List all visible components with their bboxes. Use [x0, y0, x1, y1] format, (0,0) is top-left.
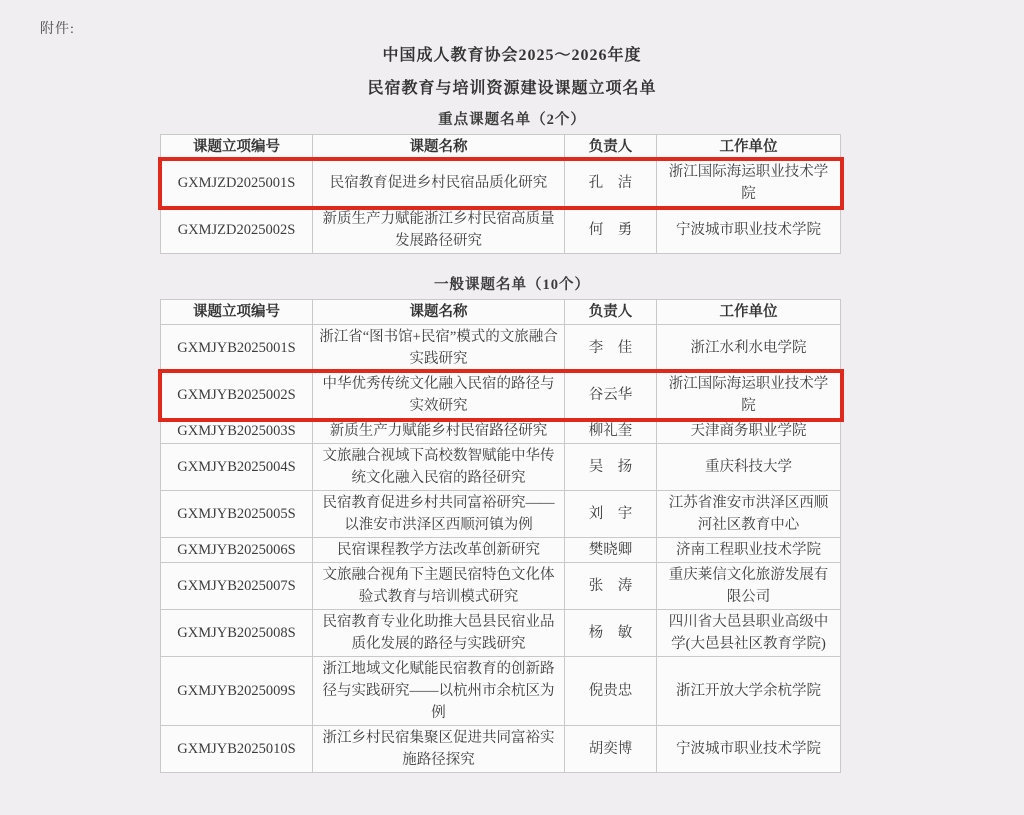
cell-project-code: GXMJYB2025007S: [161, 563, 313, 610]
cell-leader-name: 倪贵忠: [565, 657, 657, 726]
cell-work-unit: 浙江水利水电学院: [657, 325, 841, 372]
general-table-header-row: [161, 300, 841, 325]
cell-leader-name: 谷云华: [565, 372, 657, 419]
cell-work-unit: 浙江国际海运职业技术学院: [657, 372, 841, 419]
cell-project-code: GXMJYB2025003S: [161, 419, 313, 444]
doc-title-line1: 中国成人教育协会2025～2026年度: [382, 47, 642, 64]
table-row: [161, 657, 841, 726]
cell-project-code: GXMJYB2025008S: [161, 610, 313, 657]
general-projects-table: [160, 299, 841, 773]
cell-project-code: GXMJYB2025004S: [161, 444, 313, 491]
cell-project-code: GXMJZD2025001S: [161, 160, 313, 207]
cell-work-unit: 天津商务职业学院: [657, 419, 841, 444]
cell-leader-name: 孔 洁: [565, 160, 657, 207]
cell-leader-name: 刘 宇: [565, 491, 657, 538]
cell-project-code: GXMJYB2025009S: [161, 657, 313, 726]
cell-project-title: 民宿课程教学方法改革创新研究: [313, 538, 565, 563]
column-header-leader: 负责人: [565, 135, 657, 160]
cell-leader-name: 杨 敏: [565, 610, 657, 657]
column-header-project-code: 课题立项编号: [161, 300, 313, 325]
cell-project-title: 民宿教育促进乡村共同富裕研究——以淮安市洪泽区西顺河镇为例: [313, 491, 565, 538]
column-header-work-unit: 工作单位: [657, 135, 841, 160]
table-row: [161, 726, 841, 773]
attachment-label: 附件:: [40, 22, 75, 37]
doc-title-line2: 民宿教育与培训资源建设课题立项名单: [367, 80, 657, 97]
cell-work-unit: 重庆科技大学: [657, 444, 841, 491]
cell-work-unit: 重庆莱信文化旅游发展有限公司: [657, 563, 841, 610]
cell-project-title: 文旅融合视域下高校数智赋能中华传统文化融入民宿的路径研究: [313, 444, 565, 491]
table-row: [161, 325, 841, 372]
table-row: [161, 538, 841, 563]
cell-project-code: GXMJYB2025006S: [161, 538, 313, 563]
cell-work-unit: 浙江开放大学余杭学院: [657, 657, 841, 726]
cell-project-title: 中华优秀传统文化融入民宿的路径与实效研究: [313, 372, 565, 419]
cell-leader-name: 柳礼奎: [565, 419, 657, 444]
cell-work-unit: 济南工程职业技术学院: [657, 538, 841, 563]
cell-work-unit: 宁波城市职业技术学院: [657, 207, 841, 254]
column-header-work-unit: 工作单位: [657, 300, 841, 325]
cell-work-unit: 浙江国际海运职业技术学院: [657, 160, 841, 207]
cell-project-title: 浙江省“图书馆+民宿”模式的文旅融合实践研究: [313, 325, 565, 372]
column-header-project-title: 课题名称: [313, 135, 565, 160]
cell-project-title: 新质生产力赋能浙江乡村民宿高质量发展路径研究: [313, 207, 565, 254]
general-section-title: 一般课题名单（10个）: [434, 277, 590, 293]
cell-project-title: 民宿教育专业化助推大邑县民宿业品质化发展的路径与实践研究: [313, 610, 565, 657]
table-row: [161, 419, 841, 444]
key-section-title: 重点课题名单（2个）: [438, 112, 586, 128]
table-row: [161, 563, 841, 610]
table-row: [161, 610, 841, 657]
cell-project-code: GXMJYB2025010S: [161, 726, 313, 773]
key-projects-table: [160, 134, 841, 254]
cell-project-title: 新质生产力赋能乡村民宿路径研究: [313, 419, 565, 444]
column-header-project-code: 课题立项编号: [161, 135, 313, 160]
cell-project-code: GXMJYB2025001S: [161, 325, 313, 372]
cell-project-code: GXMJZD2025002S: [161, 207, 313, 254]
cell-leader-name: 张 涛: [565, 563, 657, 610]
cell-work-unit: 宁波城市职业技术学院: [657, 726, 841, 773]
cell-project-code: GXMJYB2025002S: [161, 372, 313, 419]
cell-leader-name: 李 佳: [565, 325, 657, 372]
cell-leader-name: 吴 扬: [565, 444, 657, 491]
cell-work-unit: 江苏省淮安市洪泽区西顺河社区教育中心: [657, 491, 841, 538]
key-table-header-row: [161, 135, 841, 160]
table-row-highlighted: [161, 372, 841, 419]
table-row: [161, 491, 841, 538]
column-header-leader: 负责人: [565, 300, 657, 325]
cell-project-title: 文旅融合视角下主题民宿特色文化体验式教育与培训模式研究: [313, 563, 565, 610]
table-row: [161, 207, 841, 254]
table-row-highlighted: [161, 160, 841, 207]
cell-leader-name: 何 勇: [565, 207, 657, 254]
cell-leader-name: 胡奕博: [565, 726, 657, 773]
cell-project-title: 浙江地域文化赋能民宿教育的创新路径与实践研究——以杭州市余杭区为例: [313, 657, 565, 726]
cell-project-code: GXMJYB2025005S: [161, 491, 313, 538]
cell-project-title: 民宿教育促进乡村民宿品质化研究: [313, 160, 565, 207]
cell-project-title: 浙江乡村民宿集聚区促进共同富裕实施路径探究: [313, 726, 565, 773]
cell-work-unit: 四川省大邑县职业高级中学(大邑县社区教育学院): [657, 610, 841, 657]
cell-leader-name: 樊晓卿: [565, 538, 657, 563]
column-header-project-title: 课题名称: [313, 300, 565, 325]
table-row: [161, 444, 841, 491]
